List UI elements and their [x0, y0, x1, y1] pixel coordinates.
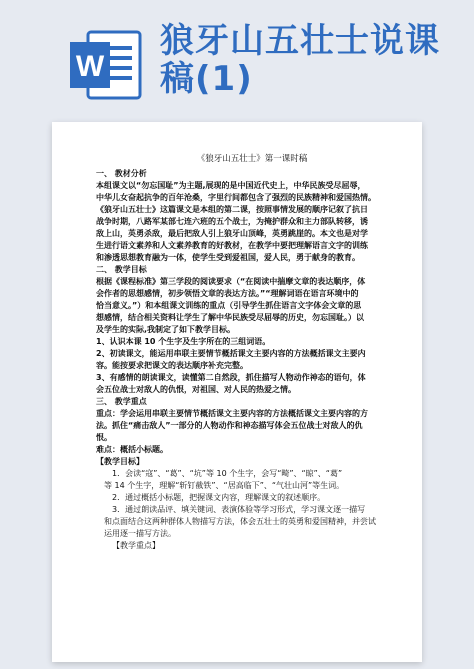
text-line: 2．通过概括小标题，把握课文内容，理解课文的叙述顺序。 [112, 493, 326, 502]
text-line: 和点面结合这两种群体人物描写方法，体会五壮士的英勇和爱国精神，并尝试 [104, 517, 376, 526]
svg-text:W: W [75, 50, 105, 83]
text-line: 3．通过朗读品评、填关键词、表演体验等学习形式，学习课文逐一描写 [112, 505, 366, 514]
text-line: 恰当意义。”）和本组课文训练的重点（引导学生抓住语言文字体会文章的思 [96, 301, 362, 310]
text-line: 【教学目标】 [96, 457, 144, 466]
text-line: 2、初读课文，能运用串联主要情节概括课文主要内容的方法概括课文主要内 [96, 349, 366, 358]
text-line: 【教学重点】 [112, 541, 160, 550]
text-line: 本组课文以“勿忘国耻”为主题,展现的是中国近代史上，中华民族受尽屈辱， [96, 181, 366, 190]
word-document-icon [66, 26, 146, 106]
section-heading: 三、 教学重点 [96, 397, 147, 406]
section-heading: 二、 教学目标 [96, 265, 147, 274]
text-line: 容。能按要求把课文的表达顺序补充完整。 [96, 361, 248, 370]
text-line: 运用逐一描写方法。 [104, 529, 176, 538]
text-line: 恨。 [96, 433, 112, 442]
header [0, 0, 474, 110]
text-line: 战争时期，八路军某部七连六班的五个战士，为掩护群众和主力部队转移，诱 [96, 217, 368, 226]
text-line: 会五位战士对敌人的仇恨，对祖国、对人民的热爱之情。 [96, 385, 296, 394]
text-line: 法。抓住“痛击敌人”一部分的人物动作和神态描写体会五位战士对敌人的仇 [96, 421, 363, 430]
document-body [96, 152, 408, 552]
text-line: 等 14 个生字，理解“斩钉截铁”、“居高临下”、“气壮山河”等生词。 [104, 481, 345, 490]
document-page [52, 122, 422, 662]
document-lines [96, 168, 408, 552]
text-line: 1、认识本课 10 个生字及生字所在的三组词语。 [96, 337, 271, 346]
text-line: 中华儿女奋起抗争的百年沧桑，字里行间都包含了强烈的民族精神和爱国热情。 [96, 193, 376, 202]
text-line: 1．会读“寇”、“葛”、“坑”等 10 个生字，会写“畸”、“晾”、“葛” [112, 469, 343, 478]
text-line: 想感情，结合相关资料让学生了解中华民族受尽屈辱的历史，勿忘国耻。）以 [96, 313, 364, 322]
page-title: 狼牙山五壮士说课稿(1) [160, 21, 440, 99]
text-line: 3、有感情的朗读课文，读懂第二自然段，抓住描写人物动作神态的语句，体 [96, 373, 366, 382]
text-line: 根据《课程标准》第三学段的阅读要求（“在阅读中揣摩文章的表达顺序，体 [96, 277, 366, 286]
text-line: 生进行语文素养和人文素养教育的好教材，在教学中要把理解语言文字的训练 [96, 241, 368, 250]
text-line: 及学生的实际,我制定了如下教学目标。 [96, 325, 236, 334]
text-line: 敌上山，英勇杀敌，最后把敌人引上狼牙山顶峰，英勇跳崖的。本文也是对学 [96, 229, 368, 238]
text-line: 重点：学会运用串联主要情节概括课文主要内容的方法概括课文主要内容的方 [96, 409, 368, 418]
section-heading: 一、 教材分析 [96, 169, 147, 178]
text-line: 难点：概括小标题。 [96, 445, 168, 454]
text-line: 和渗透思想教育融为一体，使学生受到爱祖国，爱人民，勇于献身的教育。 [96, 253, 360, 262]
text-line: 《狼牙山五壮士》这篇课文是本组的第二课，按照事情发展的顺序记叙了抗日 [96, 205, 368, 214]
document-title: 《狼牙山五壮士》第一课时稿 [196, 154, 308, 164]
text-line: 会作者的思想感情，初步领悟文章的表达方法。”“理解词语在语言环境中的 [96, 289, 359, 298]
